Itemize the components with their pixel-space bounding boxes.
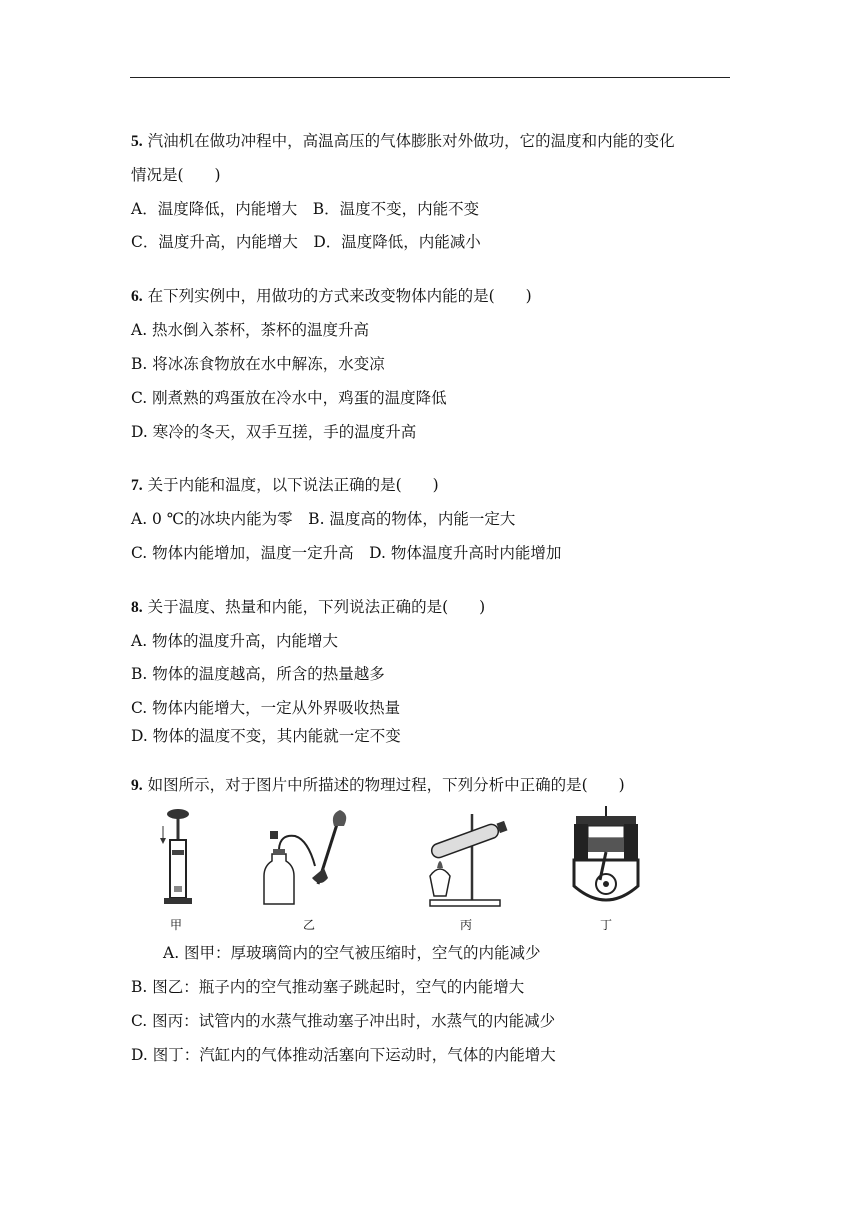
question-9-option-a: A. 图甲：厚玻璃筒内的空气被压缩时，空气的内能减少 <box>163 944 541 962</box>
figure-label: 丙 <box>460 918 473 932</box>
question-8-option-b: B. 物体的温度越高，所含的热量越多 <box>131 665 385 683</box>
question-7-stem <box>131 475 439 496</box>
question-6-option-c: C. 刚煮熟的鸡蛋放在冷水中，鸡蛋的温度降低 <box>131 389 447 407</box>
question-8-option-a: A. 物体的温度升高，内能增大 <box>131 632 339 650</box>
question-9-option-b: B. 图乙：瓶子内的空气推动塞子跳起时，空气的内能增大 <box>131 978 525 996</box>
question-text: 汽油机在做功冲程中，高温高压的气体膨胀对外做功，它的温度和内能的变化 <box>147 132 675 150</box>
test-tube-heating-illustration <box>420 806 515 911</box>
question-6-option-d: D. 寒冷的冬天，双手互搓，手的温度升高 <box>131 423 417 441</box>
question-number: 6. <box>131 288 143 305</box>
question-9-stem <box>131 775 625 796</box>
question-number: 8. <box>131 599 143 616</box>
question-7-options-cd: C. 物体内能增加，温度一定升高 D. 物体温度升高时内能增加 <box>131 544 562 562</box>
question-8-stem <box>131 597 485 618</box>
question-8-option-d: D. 物体的温度不变，其内能就一定不变 <box>131 727 401 745</box>
question-6-option-b: B. 将冰冻食物放在水中解冻，水变凉 <box>131 355 385 373</box>
question-5-stem-continued: 情况是( ) <box>131 166 221 184</box>
question-8-option-c: C. 物体内能增大，一定从外界吸收热量 <box>131 699 401 717</box>
question-5-stem <box>131 131 675 152</box>
engine-cylinder-illustration <box>570 806 645 911</box>
question-5-options-ab: A．温度降低，内能增大 B．温度不变，内能不变 <box>131 200 480 218</box>
header-rule <box>130 77 730 78</box>
figure-yi <box>260 806 355 932</box>
figure-label: 乙 <box>303 918 316 932</box>
question-7-options-ab: A. 0 ℃的冰块内能为零 B. 温度高的物体，内能一定大 <box>131 510 516 528</box>
question-text: 如图所示，对于图片中所描述的物理过程，下列分析中正确的是( ) <box>147 776 625 794</box>
question-6-option-a: A. 热水倒入茶杯，茶杯的温度升高 <box>131 321 370 339</box>
figure-jia <box>150 806 210 932</box>
figure-label: 甲 <box>170 918 183 932</box>
question-9-figures <box>150 806 670 936</box>
question-text: 关于内能和温度，以下说法正确的是( ) <box>147 476 439 494</box>
question-number: 9. <box>131 777 143 794</box>
figure-label: 丁 <box>600 918 613 932</box>
question-text: 关于温度、热量和内能，下列说法正确的是( ) <box>147 598 486 616</box>
question-6-stem <box>131 286 532 307</box>
question-5-options-cd: C．温度升高，内能增大 D．温度降低，内能减小 <box>131 233 481 251</box>
bottle-stopper-illustration <box>260 806 355 911</box>
figure-ding <box>570 806 645 932</box>
question-number: 5. <box>131 133 143 150</box>
figure-bing <box>420 806 515 932</box>
question-9-option-c: C. 图丙：试管内的水蒸气推动塞子冲出时，水蒸气的内能减少 <box>131 1012 556 1030</box>
question-9-option-d: D. 图丁：汽缸内的气体推动活塞向下运动时，气体的内能增大 <box>131 1046 556 1064</box>
question-text: 在下列实例中，用做功的方式来改变物体内能的是( ) <box>147 287 532 305</box>
question-number: 7. <box>131 477 143 494</box>
compression-cylinder-illustration <box>150 806 210 911</box>
